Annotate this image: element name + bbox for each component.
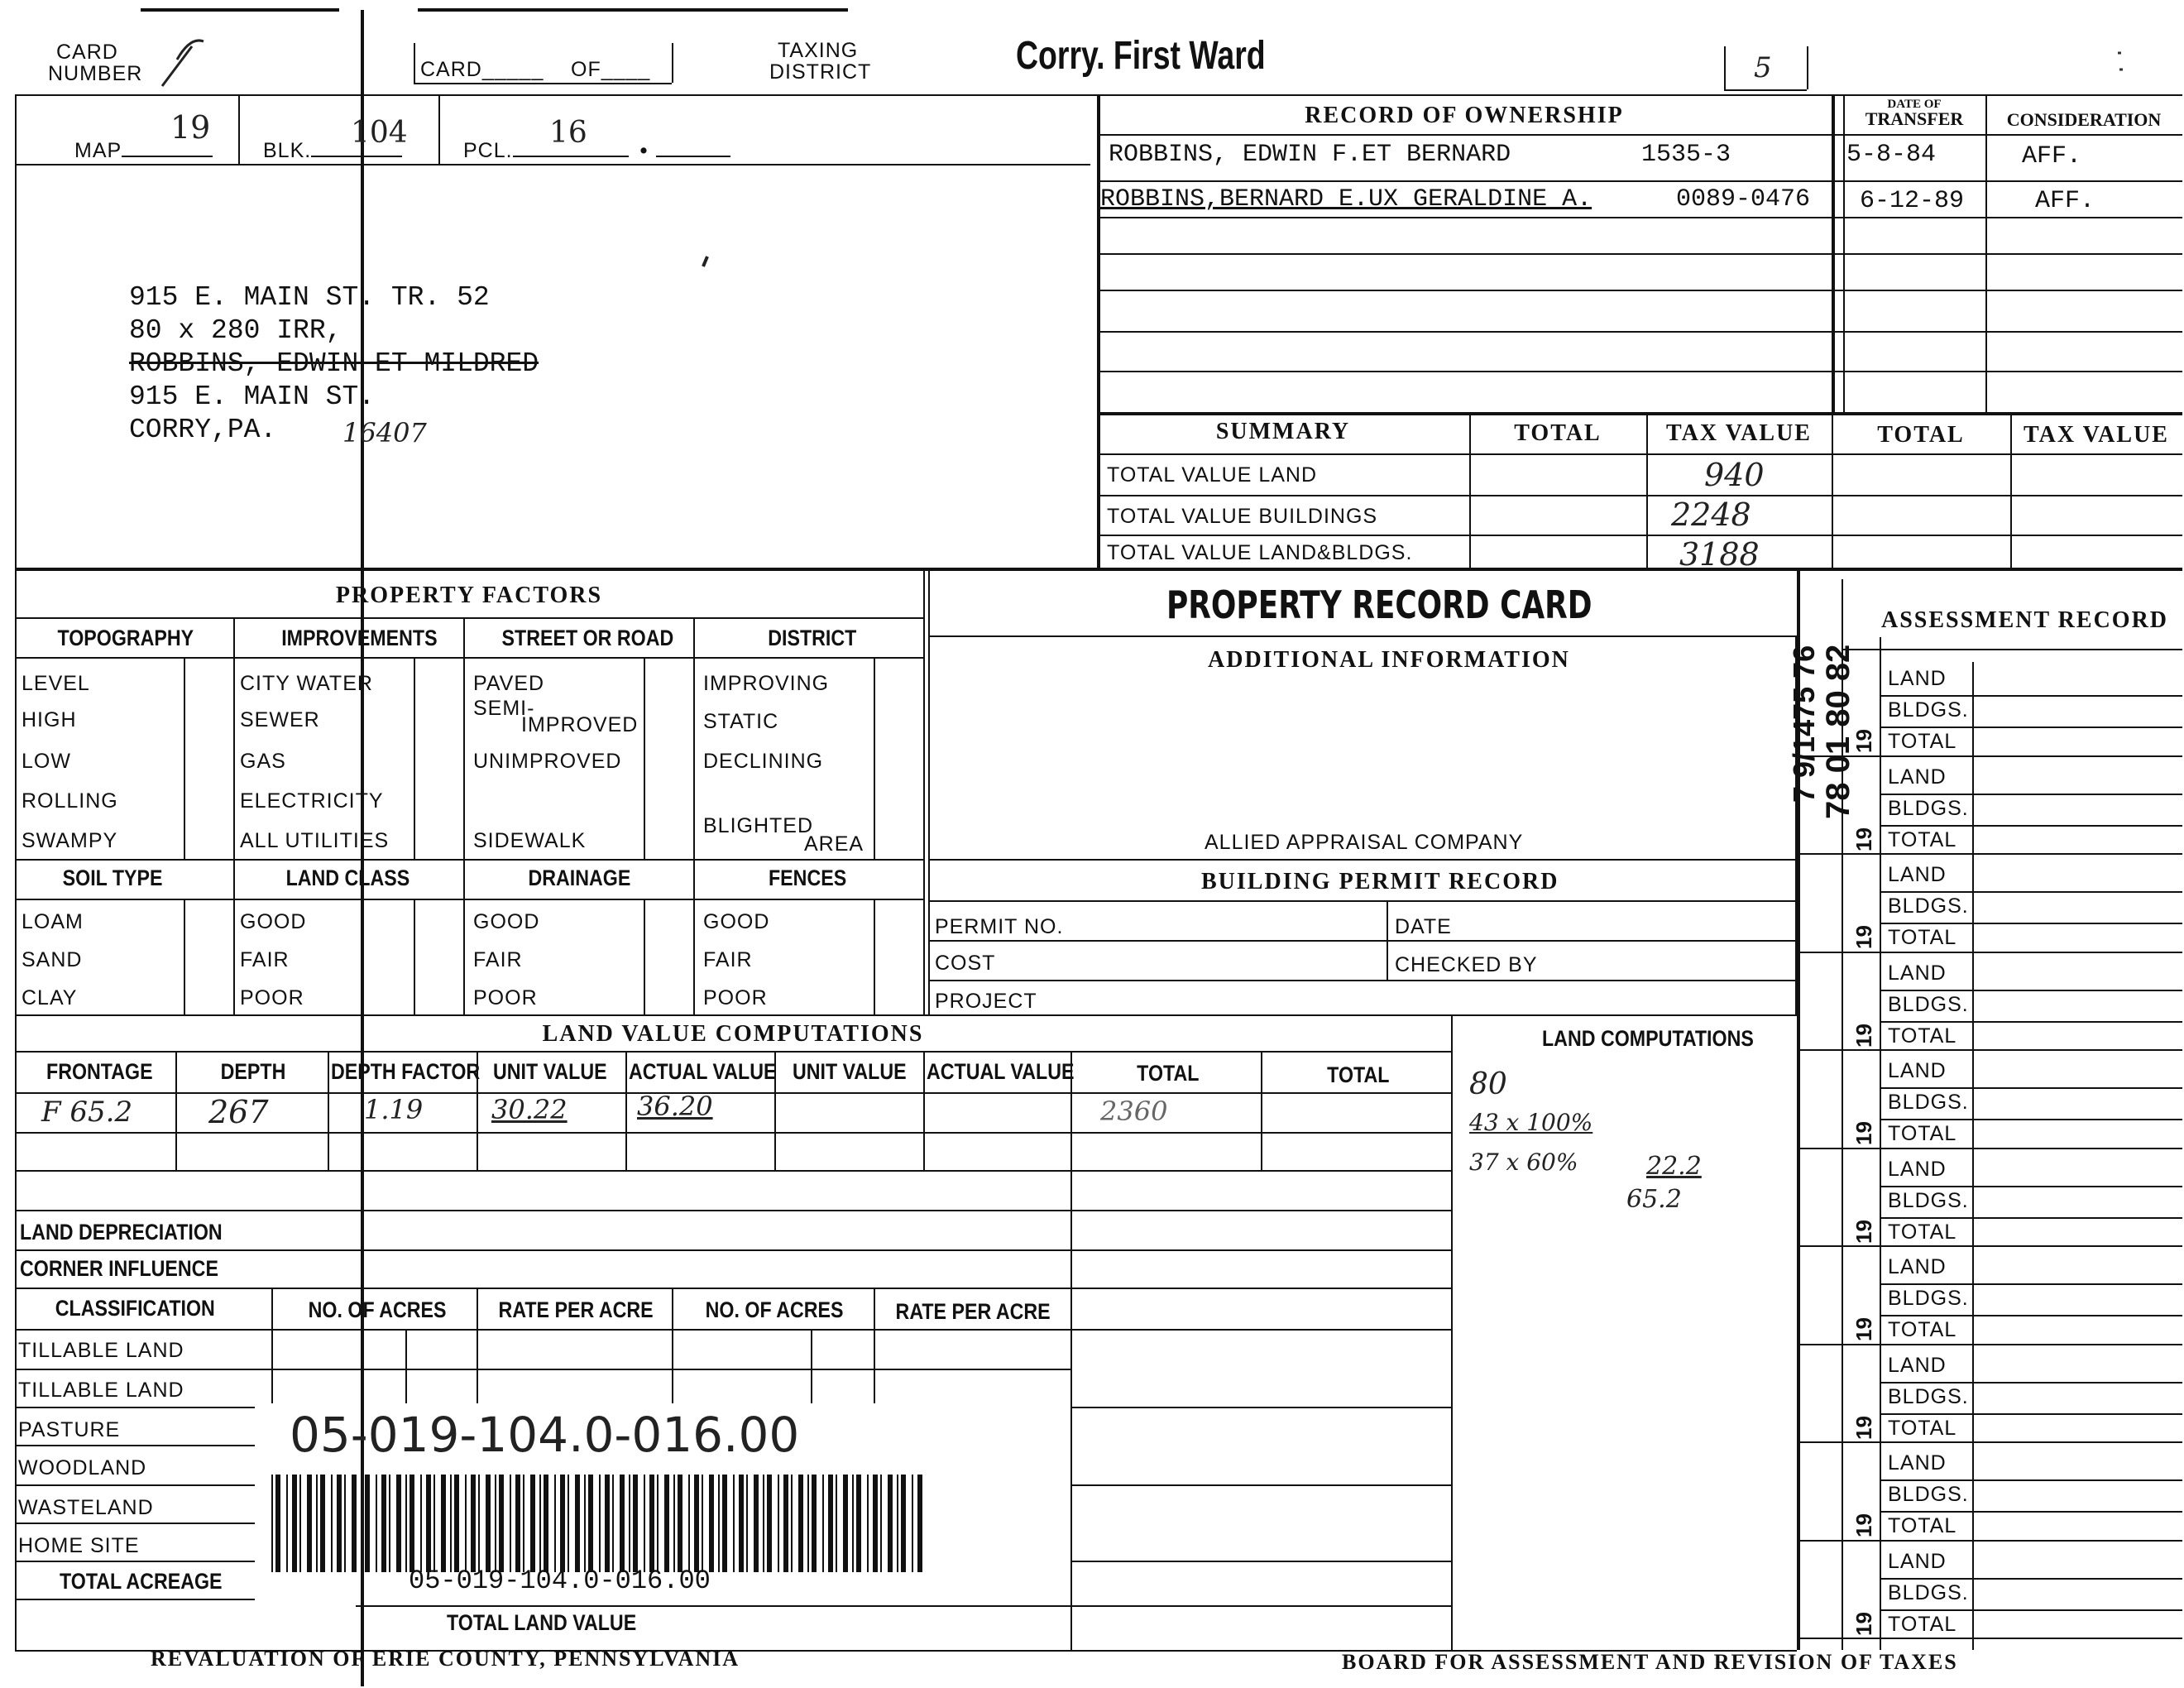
class-header-acres-2: NO. OF ACRES (705, 1297, 844, 1322)
topography-swampy: SWAMPY (22, 829, 118, 852)
lv-header-frontage: FRONTAGE (46, 1059, 153, 1084)
lv-actual-value: 36.20 (637, 1091, 713, 1122)
address-line-5: CORRY,PA. (129, 415, 277, 445)
drainage-fair: FAIR (473, 948, 523, 971)
permit-date-label: DATE (1395, 915, 1452, 938)
class-header-rate-2: RATE PER ACRE (895, 1299, 1051, 1324)
lv-header-total: TOTAL (1137, 1061, 1200, 1086)
corner-influence-label: CORNER INFLUENCE (20, 1256, 218, 1281)
street-paved: PAVED (473, 672, 545, 695)
land-class-poor: POOR (240, 986, 304, 1009)
assessment-bldgs-label: BLDGS. (1888, 894, 1969, 918)
assessment-bldgs-label: BLDGS. (1888, 1188, 1969, 1212)
lv-header-unit-value-2: UNIT VALUE (793, 1059, 907, 1084)
class-row-wasteland: WASTELAND (18, 1496, 154, 1519)
class-row-woodland: WOODLAND (18, 1456, 147, 1479)
lv-header-unit-value: UNIT VALUE (493, 1059, 607, 1084)
drainage-good: GOOD (473, 910, 540, 933)
fences-fair: FAIR (703, 948, 753, 971)
assessment-bldgs-label: BLDGS. (1888, 796, 1969, 820)
taxing-district-label: TAXING DISTRICT (769, 39, 872, 84)
land-value-computations-title: LAND VALUE COMPUTATIONS (542, 1021, 924, 1047)
class-row-home-site: HOME SITE (18, 1534, 140, 1557)
assessment-year-prefix: 19 (1851, 1611, 1876, 1636)
header-fences: FENCES (769, 866, 847, 890)
date-of-transfer-header: DATE OF TRANSFER (1865, 98, 1964, 129)
barcode-text: 05-019-104.0-016.00 (409, 1566, 711, 1596)
header-improvements: IMPROVEMENTS (281, 626, 438, 650)
class-row-tillable-2: TILLABLE LAND (18, 1379, 184, 1402)
blk-value: 104 (351, 116, 408, 150)
total-acreage-label: TOTAL ACREAGE (60, 1569, 223, 1594)
lv-header-actual-value-2: ACTUAL VALUE (927, 1059, 1075, 1084)
class-header-rate-1: RATE PER ACRE (498, 1297, 654, 1322)
class-row-tillable-1: TILLABLE LAND (18, 1339, 184, 1362)
lv-header-depth: DEPTH (220, 1059, 286, 1084)
improvements-all-utilities: ALL UTILITIES (240, 829, 390, 852)
topography-rolling: ROLLING (22, 789, 118, 813)
taxing-district-value: Corry. First Ward (1016, 34, 1266, 78)
of-label: OF____ (571, 58, 651, 81)
lv-unit-value: 30.22 (491, 1094, 568, 1125)
card-label: CARD_____ (420, 58, 544, 81)
summary-row-buildings-label: TOTAL VALUE BUILDINGS (1107, 505, 1378, 528)
permit-no-label: PERMIT NO. (935, 915, 1064, 938)
topography-low: LOW (22, 750, 71, 773)
district-area: AREA (804, 832, 864, 856)
district-improving: IMPROVING (703, 672, 830, 695)
summary-tax-value-header: TAX VALUE (1666, 420, 1812, 446)
permit-project-label: PROJECT (935, 990, 1037, 1013)
land-depreciation-label: LAND DEPRECIATION (20, 1220, 223, 1244)
owner-row-1-name: ROBBINS, EDWIN F.ET BERNARD (1109, 141, 1511, 169)
assessment-record-title: ASSESSMENT RECORD (1881, 607, 2169, 633)
class-row-pasture: PASTURE (18, 1418, 121, 1441)
assessment-total-label: TOTAL (1888, 1416, 1957, 1440)
map-label: MAP (74, 139, 213, 163)
drainage-poor: POOR (473, 986, 538, 1009)
soil-sand: SAND (22, 948, 83, 971)
assessment-total-label: TOTAL (1888, 827, 1957, 851)
owner-row-1-consideration: AFF. (2022, 142, 2082, 170)
fences-good: GOOD (703, 910, 770, 933)
improvements-city-water: CITY WATER (240, 672, 373, 695)
assessment-year-prefix: 19 (1851, 1219, 1876, 1244)
assessment-year-prefix: 19 (1851, 729, 1876, 753)
class-header-acres-1: NO. OF ACRES (308, 1297, 447, 1322)
assessment-year-prefix: 19 (1851, 1513, 1876, 1537)
assessment-land-label: LAND (1888, 1549, 1947, 1573)
assessment-total-label: TOTAL (1888, 926, 1957, 949)
assessment-bldgs-label: BLDGS. (1888, 1091, 1969, 1114)
address-line-2: 80 x 280 IRR, (129, 315, 342, 346)
assessment-year-prefix: 19 (1851, 827, 1876, 851)
header-district: DISTRICT (768, 626, 857, 650)
additional-information-label: ADDITIONAL INFORMATION (1208, 647, 1570, 673)
street-improved: IMPROVED (521, 713, 639, 736)
assessment-stamp-2: 78 01 80 82 (1820, 644, 1856, 819)
header-land-class: LAND CLASS (285, 866, 410, 890)
summary-row-land-value: 940 (1704, 457, 1765, 493)
soil-clay: CLAY (22, 986, 78, 1009)
street-sidewalk: SIDEWALK (473, 829, 587, 852)
district-blighted: BLIGHTED (703, 814, 814, 837)
fences-poor: POOR (703, 986, 768, 1009)
lc-note-1: 80 (1469, 1067, 1507, 1101)
blk-label: BLK. (263, 139, 402, 163)
assessment-bldgs-label: BLDGS. (1888, 1580, 1969, 1604)
ownership-title: RECORD OF OWNERSHIP (1305, 103, 1624, 128)
assessment-year-prefix: 19 (1851, 1121, 1876, 1145)
owner-row-1-date: 5-8-84 (1846, 141, 1937, 169)
topography-high: HIGH (22, 708, 77, 731)
header-drainage: DRAINAGE (528, 866, 631, 890)
assessment-land-label: LAND (1888, 863, 1947, 886)
assessment-total-label: TOTAL (1888, 1122, 1957, 1145)
land-computations-title: LAND COMPUTATIONS (1542, 1026, 1754, 1051)
map-value: 19 (170, 109, 211, 146)
summary-row-land-label: TOTAL VALUE LAND (1107, 463, 1318, 487)
appraisal-company: ALLIED APPRAISAL COMPANY (1205, 831, 1524, 854)
summary-total-header-2: TOTAL (1877, 422, 1965, 448)
assessment-total-label: TOTAL (1888, 1220, 1957, 1244)
owner-row-1-book: 1535-3 (1641, 141, 1731, 169)
summary-row-total-label: TOTAL VALUE LAND&BLDGS. (1107, 541, 1413, 564)
assessment-total-label: TOTAL (1888, 1612, 1957, 1636)
summary-total-header: TOTAL (1514, 420, 1602, 446)
summary-header: SUMMARY (1215, 419, 1351, 444)
address-line-struck: ROBBINS, EDWIN ET MILDRED (129, 348, 539, 379)
owner-row-2-name: ROBBINS,BERNARD E.UX GERALDINE A. (1100, 185, 1592, 213)
street-unimproved: UNIMPROVED (473, 750, 622, 773)
assessment-land-label: LAND (1888, 1255, 1947, 1278)
land-class-good: GOOD (240, 910, 307, 933)
summary-row-buildings-value: 2248 (1671, 496, 1751, 533)
lv-depth-factor-value: 1.19 (364, 1094, 424, 1125)
summary-row-total-value: 3188 (1679, 536, 1760, 573)
assessment-total-label: TOTAL (1888, 1024, 1957, 1048)
parcel-number-handwritten: 05-019-104.0-016.00 (290, 1407, 800, 1463)
assessment-total-label: TOTAL (1888, 730, 1957, 753)
assessment-land-label: LAND (1888, 667, 1947, 690)
pcl-label: PCL. • (463, 139, 730, 163)
lv-header-total-2: TOTAL (1327, 1062, 1390, 1087)
improvements-sewer: SEWER (240, 708, 320, 731)
district-declining: DECLINING (703, 750, 824, 773)
soil-loam: LOAM (22, 910, 84, 933)
class-header-classification: CLASSIFICATION (55, 1296, 215, 1321)
district-static: STATIC (703, 710, 779, 733)
lv-frontage-value: F 65.2 (41, 1096, 133, 1129)
footer-right: BOARD FOR ASSESSMENT AND REVISION OF TAXES (1342, 1650, 1958, 1674)
total-land-value-label: TOTAL LAND VALUE (447, 1610, 637, 1635)
district-number: 5 (1754, 51, 1772, 84)
assessment-year-prefix: 19 (1851, 1317, 1876, 1341)
owner-row-2-book: 0089-0476 (1676, 185, 1811, 213)
address-line-4: 915 E. MAIN ST. (129, 381, 376, 412)
lv-header-depth-factor: DEPTH FACTOR (331, 1059, 481, 1084)
pcl-value: 16 (549, 116, 587, 150)
property-record-card-title: PROPERTY RECORD CARD (1166, 583, 1592, 627)
building-permit-record-label: BUILDING PERMIT RECORD (1201, 869, 1559, 894)
lc-note-4: 22.2 (1646, 1152, 1702, 1181)
assessment-year-prefix: 19 (1851, 925, 1876, 949)
assessment-bldgs-label: BLDGS. (1888, 1384, 1969, 1408)
card-number-label: CARD NUMBER (48, 41, 143, 85)
assessment-land-label: LAND (1888, 1353, 1947, 1377)
assessment-bldgs-label: BLDGS. (1888, 1483, 1969, 1506)
lc-note-3: 37 x 60% (1469, 1149, 1578, 1176)
header-soil-type: SOIL TYPE (62, 866, 163, 890)
lv-depth-value: 267 (208, 1094, 269, 1130)
assessment-land-label: LAND (1888, 1157, 1947, 1181)
assessment-bldgs-label: BLDGS. (1888, 698, 1969, 722)
assessment-year-prefix: 19 (1851, 1415, 1876, 1440)
consideration-header: CONSIDERATION (2006, 109, 2162, 130)
assessment-bldgs-label: BLDGS. (1888, 992, 1969, 1016)
assessment-land-label: LAND (1888, 961, 1947, 985)
footer-left: REVALUATION OF ERIE COUNTY, PENNSYLVANIA (151, 1647, 740, 1671)
owner-row-2-consideration: AFF. (2035, 187, 2095, 215)
assessment-land-label: LAND (1888, 765, 1947, 789)
assessment-bldgs-label: BLDGS. (1888, 1287, 1969, 1310)
land-class-fair: FAIR (240, 948, 290, 971)
header-topography: TOPOGRAPHY (57, 626, 194, 650)
summary-tax-value-header-2: TAX VALUE (2024, 422, 2169, 448)
assessment-land-label: LAND (1888, 1059, 1947, 1082)
improvements-gas: GAS (240, 750, 286, 773)
assessment-year-prefix: 19 (1851, 1023, 1876, 1048)
assessment-land-label: LAND (1888, 1451, 1947, 1475)
permit-cost-label: COST (935, 952, 996, 975)
permit-checked-by-label: CHECKED BY (1395, 953, 1538, 976)
assessment-stamp-1: 7 9/1475 76 (1787, 645, 1821, 803)
lc-note-2: 43 x 100% (1469, 1109, 1593, 1136)
improvements-electricity: ELECTRICITY (240, 789, 384, 813)
assessment-total-label: TOTAL (1888, 1514, 1957, 1537)
lv-total-value: 2360 (1100, 1096, 1168, 1127)
topography-level: LEVEL (22, 672, 90, 695)
assessment-total-label: TOTAL (1888, 1318, 1957, 1341)
property-factors-title: PROPERTY FACTORS (335, 583, 603, 608)
street-semi: SEMI- (473, 697, 535, 720)
lc-note-5: 65.2 (1626, 1185, 1682, 1214)
lv-header-actual-value: ACTUAL VALUE (629, 1059, 777, 1084)
header-street-or-road: STREET OR ROAD (501, 626, 674, 650)
zip-handwritten: 16407 (342, 417, 427, 448)
owner-row-2-date: 6-12-89 (1860, 187, 1965, 215)
address-line-1: 915 E. MAIN ST. TR. 52 (129, 282, 490, 313)
